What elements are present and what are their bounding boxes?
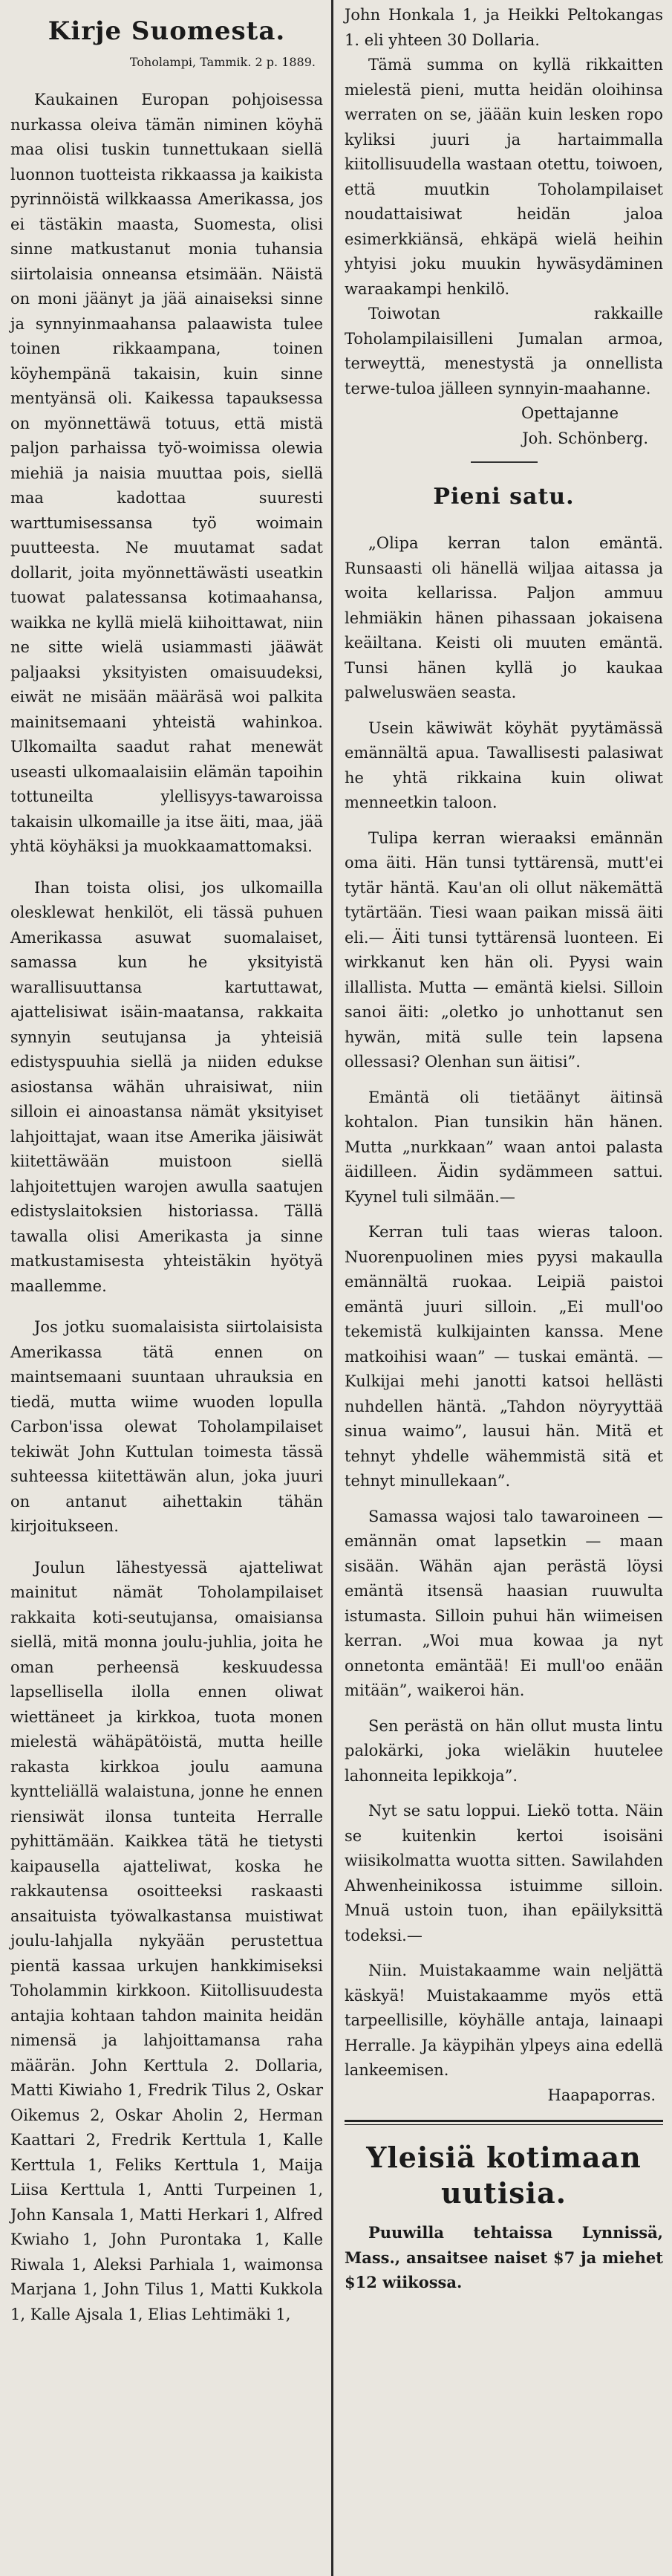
story-paragraph: Usein käwiwät köyhät pyytämässä emännältä apua. Tawallisesti palasiwat he yhtä rikkaina kuin oliwat menneetkin taloon. <box>345 718 663 811</box>
left-column <box>0 0 330 2576</box>
letter-paragraph: Jos jotku suomalaisista siirtolaisista Amerikassa tätä ennen on maintsemaani suuntaan uhrauksia en tiedä, mutta wiime wuoden lopulla Carbon'issa olewat Toholampilaiset tekiwät John Kuttulan toimesta tässä suhteessa kiitettäwän alun, joka juuri on antanut aihettakin tähän kirjoitukseen. <box>10 1318 323 1535</box>
right-column <box>336 0 672 2576</box>
letter-paragraph: Tämä summa on kyllä rikkaitten mielestä pieni, mutta heidän oloihinsa werraten on se, jäään kuin lesken ropo kyliksi juuri ja hartaimmalla kiitollisuudella wastaan otettu, toiwoen, että muutkin Toholampilaiset noudattaisiwat heidän jaloa esimerkkiänsä, ehkäpä wielä heihin yhtyisi joku muukin hywäsydäminen waraakampi henkilö. <box>345 56 663 298</box>
letter-paragraph: Toiwotan rakkaille Toholampilaisilleni Jumalan armoa, terweyttä, menestystä ja onnellista terwe-tuloa jälleen synnyin-maahanne. <box>345 305 663 398</box>
story-title: Pieni satu. <box>433 484 575 510</box>
story-signature: Haapaporras. <box>547 2086 656 2104</box>
story-paragraph: Niin. Muistakaamme wain neljättä käskyä! Muistakaamme myös että tarpeellisille, köyhälle antaja, lainaapi Herralle. Ja käypihän ylpeys aina edellä lankeemisen. <box>345 1962 663 2079</box>
section-separator <box>471 461 538 463</box>
letter-dateline: Toholampi, Tammik. 2 p. 1889. <box>129 55 316 69</box>
story-paragraph: Sen perästä on hän ollut musta lintu palokärki, joka wieläkin huutelee lahonneita lepikkoja”. <box>345 1716 663 1785</box>
letter-title: Kirje Suomesta. <box>48 16 286 46</box>
letter-paragraph: John Honkala 1, ja Heikki Peltokangas 1. eli yhteen 30 Dollaria. <box>345 6 663 49</box>
letter-paragraph: Kaukainen Europan pohjoisessa nurkassa oleiva tämän niminen köyhä maa olisi tuskin tunnettukaan siellä luonnon tuotteista rikkaassa ja kaikista pyrinnöistä wilkkaassa Amerikassa, jos ei tästäkin maasta, Suomesta, olisi sinne matkustanut monia tuhansia siirtolaisia onneansa etsimään. Näistä on moni jäänyt ja jää ainaiseksi sinne ja synnyinmaahansa palaawista tulee toinen rikkaampana, toinen köyhempänä takaisin, kuin sinne mentyänsä oli. Kaikessa tapauksessa on myönnettäwä totuus, että mistä paljon parhaissa työ-woimissa olewia miehiä ja naisia muuttaa pois, siellä maa kadottaa suuresti warttumisessansa työ woimain puutteesta. Ne muutamat sadat dollarit, joita myönnettäwästi useatkin tuowat palatessansa kotimaahansa, waikka ne kyllä mielä kiihoittawat, niin ne sitte wielä usiammasti jääwät paljaaksi yksityisten omaisuudeksi, eiwät ne misään määräsä woi palkita mainitsemaani yhteistä wahinkoa. Ulkomailta saadut rahat menewät useasti ulkomaalaisiin elämän tapoihin tottuneilta ylellisyys-tawaroissa takaisin ulkomaille ja itse äiti, maa, jää yhtä köyhäksi ja muokkaamattomaksi. <box>10 91 323 855</box>
letter-signature-role: Opettajanne <box>521 404 619 422</box>
story-paragraph: Kerran tuli taas wieras taloon. Nuorenpuolinen mies pyysi makaulla emännältä ruokaa. Leipiä paistoi emäntä juuri silloin. „Ei mull'oo tekemistä kulkijainten kanssa. Mene matkoihisi waan” — tuskai emäntä. — Kulkijai mehi janotti katsoi hellästi nuhdellen häntä. „Tahdon nöyryyttää sinua waimo”, lausui hän. Mitä et tehnyt yhdelle wähemmistä sitä et tehnyt minullekaan”. <box>345 1223 663 1490</box>
letter-paragraph: Ihan toista olisi, jos ulkomailla olesklewat henkilöt, eli tässä puhuen Amerikassa asuwat suomalaiset, samassa kun he yksityistä warallisuuttansa kartuttawat, ajattelisiwat isäin-maatansa, rakkaita synnyin seutujansa ja yhteisiä edistyspuuhia siellä ja niiden edukse asiostansa wähän uhraisiwat, niin silloin ei ainoastansa nämät yksityiset lahjoittajat, waan itse Amerika jäisiwät kiitettäwään muistoon siellä lahjoitettujen warojen awulla saatujen edistyslaitoksien historiassa. Tällä tawalla olisi Amerikasta ja sinne matkustamisesta yhteistäkin hyötyä maallemme. <box>10 878 323 1295</box>
news-item: Puuwilla tehtaissa Lynnissä, Mass., ansaitsee naiset $7 ja miehet $12 wiikossa. <box>345 2223 663 2291</box>
letter-paragraph: Joulun lähestyessä ajatteliwat mainitut nämät Toholampilaiset rakkaita koti-seutujansa, omaisiansa siellä, mitä monna joulu-juhlia, joita he oman perheensä keskuudessa lapsellisella ilolla ennen oliwat wiettäneet ja kirkkoa, tuota monen mielestä wähäpätöistä, mutta heille rakasta kirkkoa joulu aamuna kyntteliällä walaistuna, jonne he ennen riensiwät ilonsa tunteita Herralle pyhittämään. Kaikkea tätä he tietysti kaipausella ajatteliwat, koska he rakkautensa osoitteeksi raskaasti ansaituista työwalkastansa muistiwat joulu-lahjalla nykyään perustettua pientä kassaa urkujen hankkimiseksi Toholammin kirkkoon. Kiitollisuudesta antajia kohtaan tahdon mainita heidän nimensä ja lahjoittamansa raha määrän. John Kerttula 2. Dollaria, Matti Kiwiaho 1, Fredrik Tilus 2, Oskar Oikemus 2, Oskar Aholin 2, Herman Kaattari 2, Fredrik Kerttula 1, Kalle Kerttula 1, Feliks Kerttula 1, Maija Liisa Kerttula 1, Antti Turpeinen 1, John Kansala 1, Matti Herkari 1, Alfred Kwiaho 1, John Purontaka 1, Kalle Riwala 1, Aleksi Parhiala 1, waimonsa Marjana 1, John Tilus 1, Matti Kukkola 1, Kalle Ajsala 1, Elias Lehtimäki 1, <box>10 1558 323 2323</box>
column-divider <box>331 0 333 2576</box>
story-paragraph: Samassa wajosi talo tawaroineen — emännän omat lapsetkin — maan sisään. Wähän ajan perästä löysi emäntä itsensä haasian ruuwulta istumasta. Silloin puhui hän wiimeisen kerran. „Woi mua kowaa ja nyt onnetonta emäntää! Ei mull'oo enään mitään”, waikeroi hän. <box>345 1507 663 1699</box>
story-paragraph: Emäntä oli tietäänyt äitinsä kohtalon. Pian tunsikin hän hänen. Mutta „nurkkaan” waan antoi palasta äidilleen. Äidin sydämmeen sattui. Kyynel tuli silmään.— <box>345 1088 663 1206</box>
news-title: Yleisiä kotimaan uutisia. <box>366 2141 642 2210</box>
section-double-rule <box>345 2120 663 2125</box>
story-paragraph: „Olipa kerran talon emäntä. Runsaasti oli hänellä wiljaa aitassa ja woita kellarissa. Paljon ammuu lehmiäkin hänen pihassaan jokaisena keäiltana. Keisti oli muuten emäntä. Tunsi hänen kyllä jo kaukaa palweluswäen seasta. <box>345 534 663 701</box>
story-paragraph: Nyt se satu loppui. Liekö totta. Näin se kuitenkin kertoi isoisäni wiisikolmatta wuotta sitten. Sawilahden Ahwenheinikossa istuimme silloin. Mnuä ustoin tuon, ihan epäilyksittä todeksi.— <box>345 1802 663 1944</box>
letter-signature-name: Joh. Schönberg. <box>522 429 648 447</box>
story-paragraph: Tulipa kerran wieraaksi emännän oma äiti. Hän tunsi tyttärensä, mutt'ei tytär häntä. Kau'an oli ollut näkemättä tytärtään. Tiesi waan paikan missä äiti eli.— Äiti tunsi tyttärensä luonteen. Ei wirkkanut ken hän oli. Pyysi wain illallista. Mutta — emäntä kielsi. Silloin sanoi äiti: „oletko jo unhottanut sen hywän, mitä sulle tein lapsena ollessasi? Olenhan sun äitisi”. <box>345 828 663 1071</box>
